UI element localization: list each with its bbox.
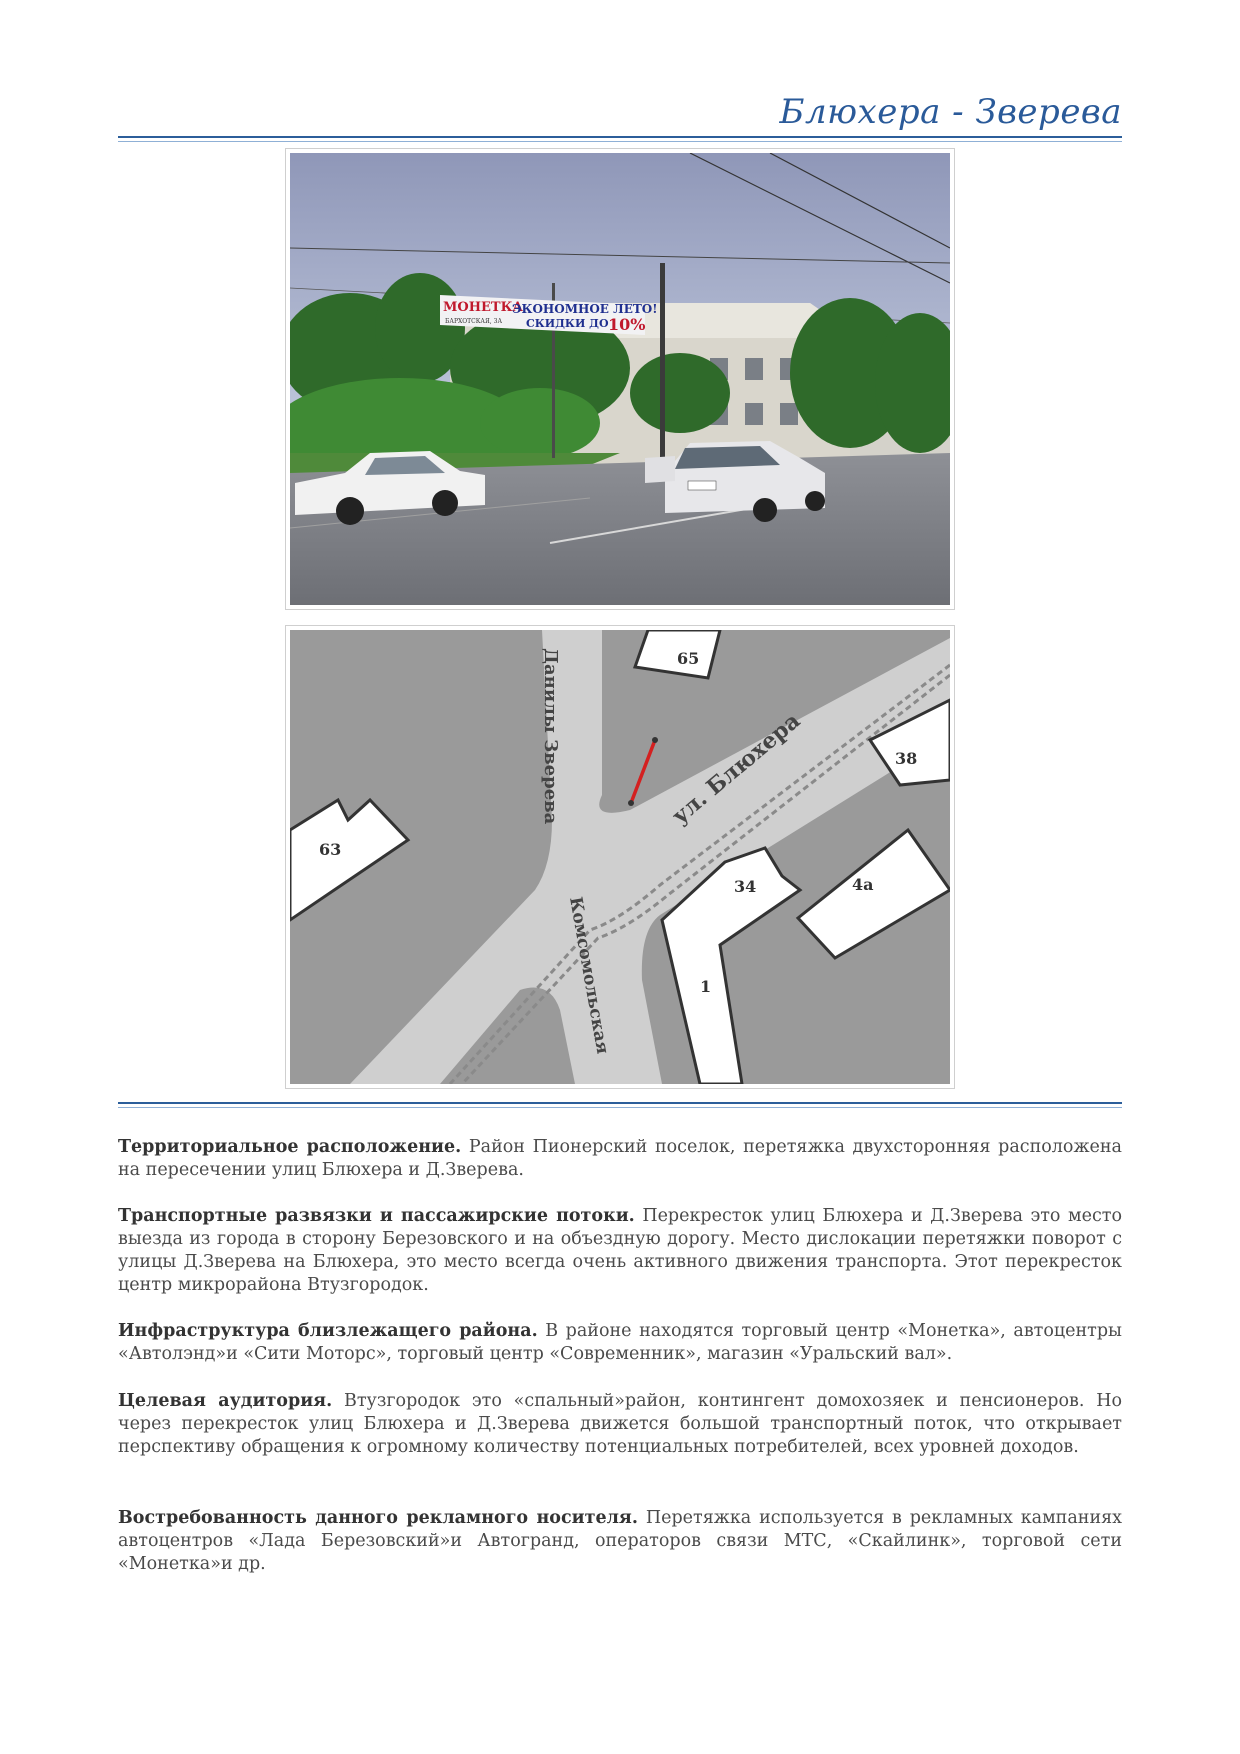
section-infrastructure-title: Инфраструктура близлежащего района. — [118, 1321, 538, 1341]
banner-brand: МОНЕТКА — [443, 300, 523, 315]
street-photo-frame — [285, 148, 955, 610]
street-label-zvereva: Данилы Зверева — [540, 648, 561, 825]
street-label-komsomolskaya: Комсомольская — [565, 895, 613, 1056]
location-map-frame — [285, 625, 955, 1089]
label-1: 1 — [700, 977, 712, 996]
label-65: 65 — [677, 649, 700, 668]
label-38: 38 — [895, 749, 918, 768]
section-infrastructure-body: В районе находятся торговый центр «Монетка», автоцентры «Автолэнд»и «Сити Моторс», торговый центр «Современник», магазин «Уральский вал». — [118, 1321, 1122, 1364]
section-demand — [118, 1507, 1122, 1576]
header-divider — [118, 136, 1122, 142]
section-transport — [118, 1205, 1122, 1297]
section-demand-title: Востребованность данного рекламного носителя. — [118, 1508, 638, 1528]
label-34: 34 — [734, 877, 757, 896]
section-location — [118, 1136, 1122, 1182]
label-63: 63 — [319, 840, 342, 859]
banner-address: БАРХОТСКАЯ, 3А — [445, 318, 502, 325]
section-audience-body: Втузгородок это «спальный»район, контингент домохозяек и пенсионеров. Но через перекресток улиц Блюхера и Д.Зверева движется большой транспортный поток, что открывает перспективу обращения к огромному количеству потенциальных потребителей, всех уровней доходов. — [118, 1391, 1122, 1457]
banner-line2: СКИДКИ ДО — [526, 317, 609, 330]
label-4a: 4а — [852, 875, 874, 894]
street-photo — [290, 153, 950, 605]
section-location-title: Территориальное расположение. — [118, 1137, 462, 1157]
location-map — [290, 630, 950, 1084]
section-transport-body: Перекресток улиц Блюхера и Д.Зверева это место выезда из города в сторону Березовского и на объездную дорогу. Место дислокации перетяжки поворот с улицы Д.Зверева на Блюхера, это место всегда очень активного движения транспорта. Этот перекресток центр микрорайона Втузгородок. — [118, 1206, 1122, 1295]
street-label-blyukhera: ул. Блюхера — [667, 707, 806, 830]
section-audience — [118, 1390, 1122, 1459]
section-audience-title: Целевая аудитория. — [118, 1391, 333, 1411]
section-demand-body: Перетяжка используется в рекламных кампаниях автоцентров «Лада Березовский»и Автогранд, операторов связи МТС, «Скайлинк», торговой сети «Монетка»и др. — [118, 1508, 1123, 1574]
page-title: Блюхера - Зверева — [779, 92, 1122, 132]
section-divider — [118, 1102, 1122, 1108]
banner-line1: ЭКОНОМНОЕ ЛЕТО! — [512, 302, 658, 316]
section-infrastructure — [118, 1320, 1122, 1366]
banner-percent: 10% — [608, 315, 646, 334]
section-location-body: Район Пионерский поселок, перетяжка двухсторонняя расположена на пересечении улиц Блюхера и Д.Зверева. — [118, 1137, 1122, 1180]
section-transport-title: Транспортные развязки и пассажирские потоки. — [118, 1206, 635, 1226]
